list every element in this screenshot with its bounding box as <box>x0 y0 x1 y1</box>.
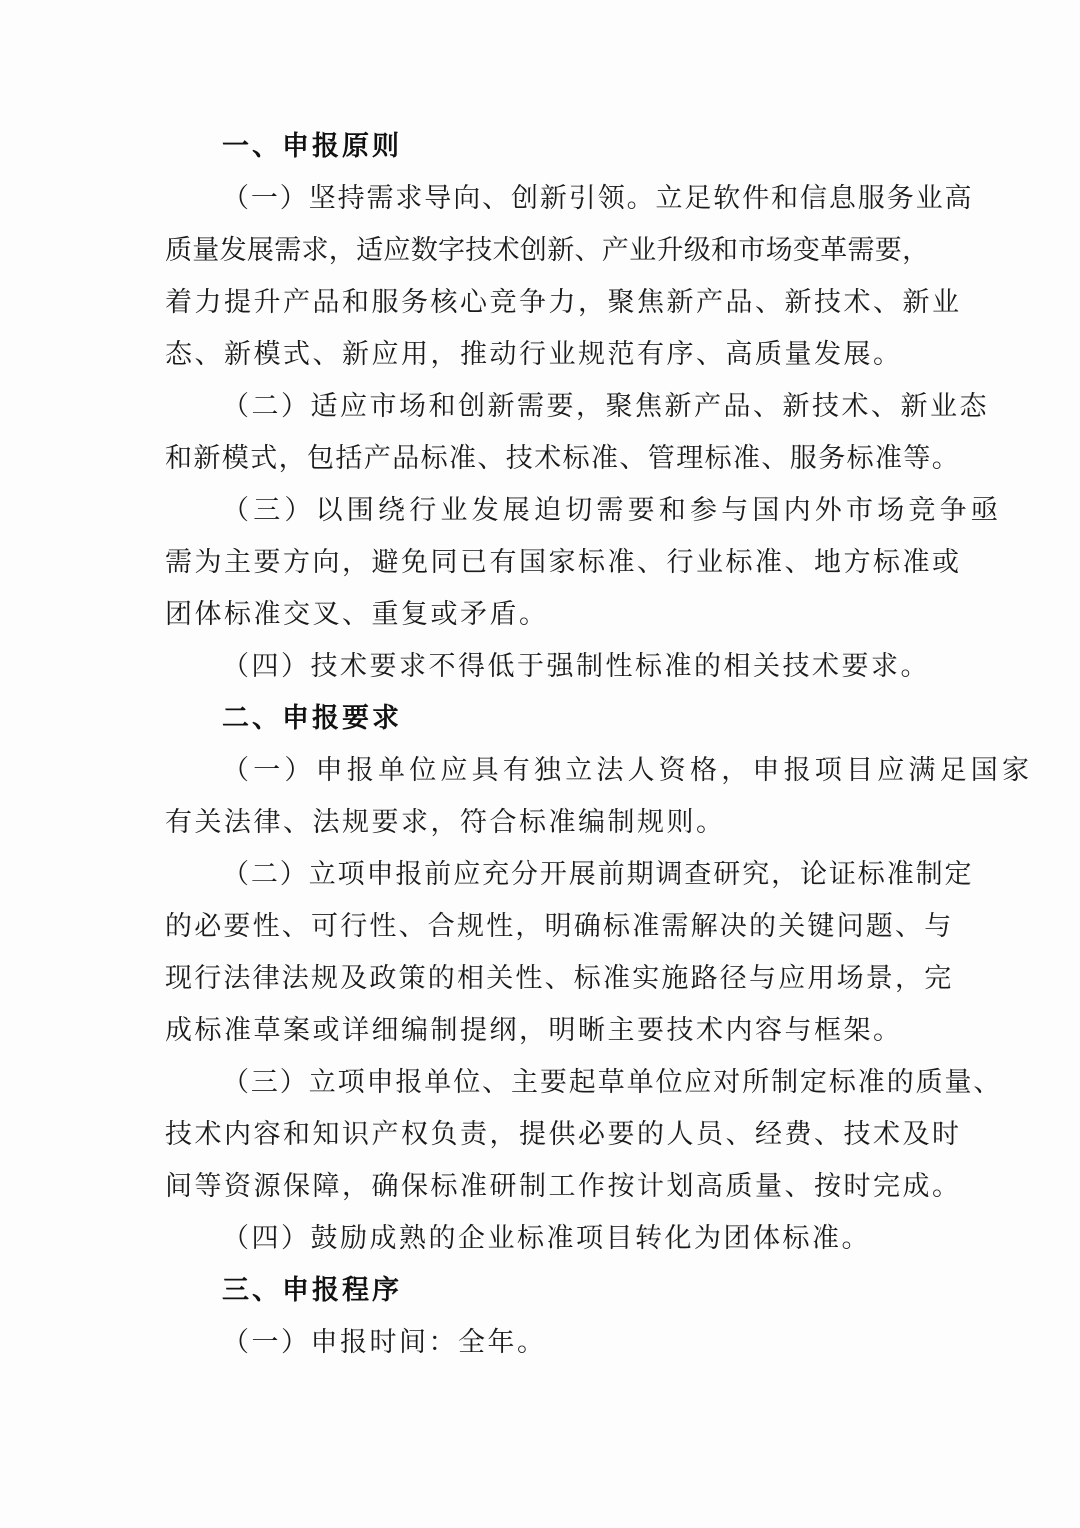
section-heading-1: 一、申报原则 <box>222 131 402 162</box>
paragraph-line: 团体标准交叉、重复或矛盾。 <box>165 599 549 630</box>
paragraph-line: （一）坚持需求导向、创新引领。立足软件和信息服务业高 <box>222 183 974 214</box>
paragraph-line: 需为主要方向，避免同已有国家标准、行业标准、地方标准或 <box>165 547 962 578</box>
paragraph-line: （三）立项申报单位、主要起草单位应对所制定标准的质量、 <box>222 1067 1003 1098</box>
section-heading-3: 三、申报程序 <box>222 1275 402 1306</box>
paragraph-line: （二）立项申报前应充分开展前期调查研究，论证标准制定 <box>222 859 974 890</box>
paragraph-line: （四）技术要求不得低于强制性标准的相关技术要求。 <box>222 651 930 682</box>
section-heading-2: 二、申报要求 <box>222 703 402 734</box>
paragraph-line: （四）鼓励成熟的企业标准项目转化为团体标准。 <box>222 1223 871 1254</box>
paragraph-line: 有关法律、法规要求，符合标准编制规则。 <box>165 807 726 838</box>
paragraph-line: （一）申报时间：全年。 <box>222 1327 547 1358</box>
paragraph-line: （三）以围绕行业发展迫切需要和参与国内外市场竞争亟 <box>222 495 1002 526</box>
paragraph-line: 成标准草案或详细编制提纲，明晰主要技术内容与框架。 <box>165 1015 903 1046</box>
paragraph-line: 质量发展需求，适应数字技术创新、产业升级和市场变革需要， <box>165 235 930 266</box>
paragraph-line: 态、新模式、新应用，推动行业规范有序、高质量发展。 <box>165 339 903 370</box>
paragraph-line: 现行法律法规及政策的相关性、标准实施路径与应用场景，完 <box>165 963 954 994</box>
paragraph-line: 技术内容和知识产权负责，提供必要的人员、经费、技术及时 <box>165 1119 962 1150</box>
paragraph-line: （一）申报单位应具有独立法人资格，申报项目应满足国家 <box>222 755 1034 786</box>
paragraph-line: （二）适应市场和创新需要，聚焦新产品、新技术、新业态 <box>222 391 989 422</box>
paragraph-line: 的必要性、可行性、合规性，明确标准需解决的关键问题、与 <box>165 911 954 942</box>
paragraph-line: 间等资源保障，确保标准研制工作按计划高质量、按时完成。 <box>165 1171 962 1202</box>
paragraph-line: 着力提升产品和服务核心竞争力，聚焦新产品、新技术、新业 <box>165 287 962 318</box>
paragraph-line: 和新模式，包括产品标准、技术标准、管理标准、服务标准等。 <box>165 443 961 474</box>
